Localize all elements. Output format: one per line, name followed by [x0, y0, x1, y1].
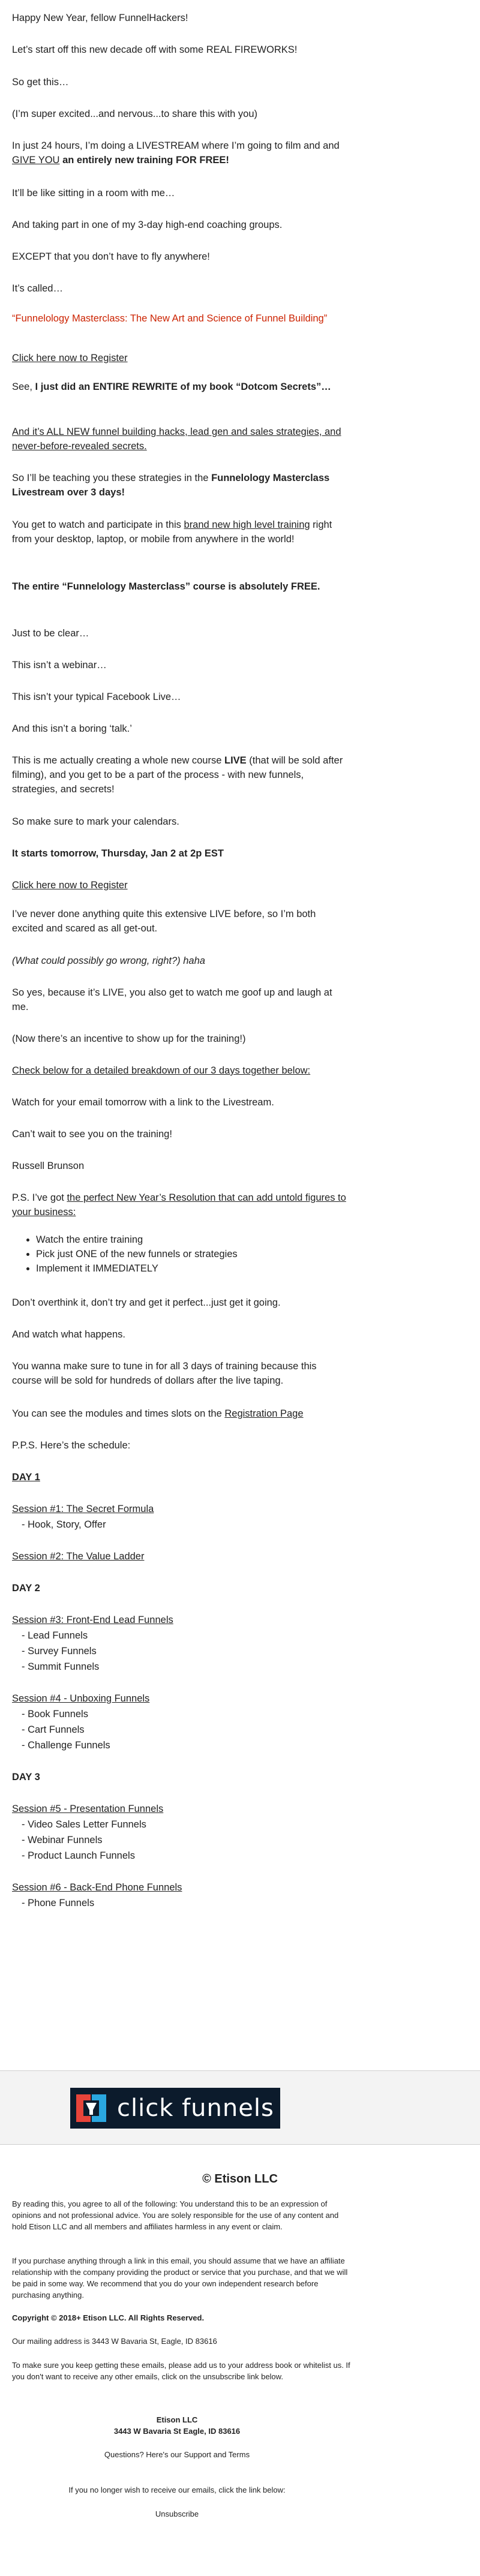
registration-page-link[interactable]: Registration Page — [224, 1408, 304, 1419]
schedule-session-3: Session #3: Front-End Lead Funnels — [12, 1615, 173, 1625]
schedule-day-3: DAY 3 — [12, 1772, 40, 1783]
schedule-item: - Webinar Funnels — [22, 1835, 103, 1845]
paragraph-pps: P.P.S. Here’s the schedule: — [12, 1440, 131, 1451]
paragraph-clear: Just to be clear… — [12, 628, 89, 639]
paragraph-email: Watch for your email tomorrow with a link to the Livestream. — [12, 1097, 274, 1108]
list-item: • Implement it IMMEDIATELY — [36, 1261, 372, 1276]
greeting: Happy New Year, fellow FunnelHackers! — [12, 13, 188, 23]
schedule-item: - Challenge Funnels — [22, 1740, 110, 1751]
register-link[interactable]: Click here now to Register — [12, 353, 128, 363]
ps-bullet-list — [12, 1233, 372, 1276]
mailing-address: Our mailing address is 3443 W Bavaria St, Eagle, ID 83616 — [12, 2337, 217, 2346]
schedule-item: - Summit Funnels — [22, 1661, 100, 1672]
clickfunnels-logo[interactable] — [70, 2088, 280, 2129]
paragraph-all-new: And it’s ALL NEW funnel building hacks, lead gen and sales strategies, and never-before-revealed secrets. — [12, 426, 341, 452]
paragraph-cant-wait: Can’t wait to see you on the training! — [12, 1129, 172, 1140]
schedule-item: - Phone Funnels — [22, 1898, 95, 1908]
paragraph-wrong: (What could possibly go wrong, right?) haha — [12, 955, 205, 966]
paragraph-free: The entire “Funnelology Masterclass” course is absolutely FREE. — [12, 581, 320, 592]
paragraph-facebook: This isn’t your typical Facebook Live… — [12, 692, 181, 702]
register-link-2[interactable]: Click here now to Register — [12, 880, 128, 891]
paragraph-incentive: (Now there’s an incentive to show up for the training!) — [12, 1033, 246, 1044]
logo-banner — [0, 2070, 480, 2145]
unsubscribe-notice: If you no longer wish to receive our emails, click the link below: — [68, 2485, 286, 2494]
signature: Russell Brunson — [12, 1161, 85, 1171]
paragraph-sitting: It’ll be like sitting in a room with me… — [12, 188, 175, 199]
schedule-day-1: DAY 1 — [12, 1472, 40, 1483]
unsubscribe-link[interactable]: Unsubscribe — [155, 2509, 199, 2518]
schedule-session-4: Session #4 - Unboxing Funnels — [12, 1693, 150, 1704]
funnel-logo-icon — [73, 2090, 110, 2127]
paragraph-watch-happens: And watch what happens. — [12, 1329, 125, 1340]
masterclass-title: “Funnelology Masterclass: The New Art and Science of Funnel Building” — [12, 313, 328, 324]
paragraph-livestream: In just 24 hours, I’m doing a LIVESTREAM where I’m going to film and and GIVE YOU an entirely new training FOR FREE! — [12, 140, 340, 166]
paragraph-overthink: Don’t overthink it, don’t try and get it perfect...just get it going. — [12, 1297, 281, 1308]
schedule-session-1: Session #1: The Secret Formula — [12, 1504, 154, 1514]
schedule-session-5: Session #5 - Presentation Funnels — [12, 1803, 164, 1814]
paragraph-start: Let’s start off this new decade off with some REAL FIREWORKS! — [12, 44, 298, 55]
schedule-session-2: Session #2: The Value Ladder — [12, 1551, 145, 1562]
schedule-item: - Cart Funnels — [22, 1724, 85, 1735]
paragraph-watch: You get to watch and participate in this brand new high level training right from your desktop, laptop, or mobile from anywhere in the world! — [12, 519, 332, 545]
paragraph-webinar: This isn’t a webinar… — [12, 660, 107, 671]
paragraph-rewrite: See, I just did an ENTIRE REWRITE of my book “Dotcom Secrets”… — [12, 381, 331, 392]
paragraph-so-get: So get this… — [12, 77, 69, 88]
schedule-item: - Product Launch Funnels — [22, 1850, 135, 1861]
all-rights-reserved: Copyright © 2018+ Etison LLC. All Rights Reserved. — [12, 2313, 205, 2322]
paragraph-taking: And taking part in one of my 3-day high-end coaching groups. — [12, 220, 283, 230]
schedule-item: - Hook, Story, Offer — [22, 1519, 106, 1530]
schedule-item: - Book Funnels — [22, 1709, 88, 1720]
list-item: • Pick just ONE of the new funnels or strategies — [36, 1247, 372, 1261]
schedule-day-2: DAY 2 — [12, 1583, 40, 1594]
paragraph-creating: This is me actually creating a whole new course LIVE (that will be sold after filming), and you get to be a part of the process - with new funnels, strategies, and secrets! — [12, 755, 343, 795]
footer-company: Etison LLC — [156, 2415, 198, 2424]
whitelist-notice: To make sure you keep getting these emails, please add us to your address book or whitelist us. If you don't want to receive any other emails, click on the unsubscribe link below. — [12, 2361, 350, 2381]
schedule-item: - Video Sales Letter Funnels — [22, 1819, 146, 1830]
paragraph-modules: You can see the modules and times slots on the Registration Page — [12, 1408, 304, 1419]
paragraph-never: I’ve never done anything quite this extensive LIVE before, so I’m both excited and scared as all get-out. — [12, 909, 316, 934]
paragraph-ps: P.S. I’ve got the perfect New Year’s Resolution that can add untold figures to your business: — [12, 1192, 346, 1218]
footer-address: 3443 W Bavaria St Eagle, ID 83616 — [113, 2427, 241, 2436]
schedule-item: - Survey Funnels — [22, 1646, 97, 1657]
paragraph-except: EXCEPT that you don’t have to fly anywhere! — [12, 251, 210, 262]
paragraph-breakdown: Check below for a detailed breakdown of our 3 days together below: — [12, 1065, 311, 1076]
paragraph-goof: So yes, because it’s LIVE, you also get to watch me goof up and laugh at me. — [12, 987, 332, 1012]
copyright-title: © Etison LLC — [202, 2172, 278, 2186]
paragraph-tune-in: You wanna make sure to tune in for all 3 days of training because this course will be sold for hundreds of dollars after the live taping. — [12, 1361, 317, 1386]
schedule-session-6: Session #6 - Back-End Phone Funnels — [12, 1882, 182, 1893]
schedule-item: - Lead Funnels — [22, 1630, 88, 1641]
give-you-text: GIVE YOU — [12, 155, 60, 166]
paragraph-starts: It starts tomorrow, Thursday, Jan 2 at 2p EST — [12, 848, 224, 859]
paragraph-talk: And this isn’t a boring ‘talk.’ — [12, 723, 132, 734]
paragraph-called: It’s called… — [12, 283, 63, 294]
paragraph-calendars: So make sure to mark your calendars. — [12, 816, 179, 827]
disclaimer-affiliate: If you purchase anything through a link in this email, you should assume that we have an affiliate relationship with the company providing the product or service that you purchase, and that we will be paid in some way. We recommend that you do your own independent research before purchasing anything. — [12, 2256, 348, 2300]
logo-wordmark: click funnels — [117, 2094, 274, 2122]
list-item: • Watch the entire training — [36, 1233, 372, 1247]
support-terms-link[interactable]: Questions? Here's our Support and Terms — [104, 2450, 250, 2459]
disclaimer-opinion: By reading this, you agree to all of the following: You understand this to be an expression of opinions and not professional advice. You are solely responsible for the use of any content and hold Etison LLC and all members and affiliates harmless in any event or claim. — [12, 2199, 339, 2231]
paragraph-teaching: So I’ll be teaching you these strategies in the Funnelology Masterclass Livestream over 3 days! — [12, 473, 330, 498]
paragraph-excited: (I’m super excited...and nervous...to share this with you) — [12, 109, 258, 119]
